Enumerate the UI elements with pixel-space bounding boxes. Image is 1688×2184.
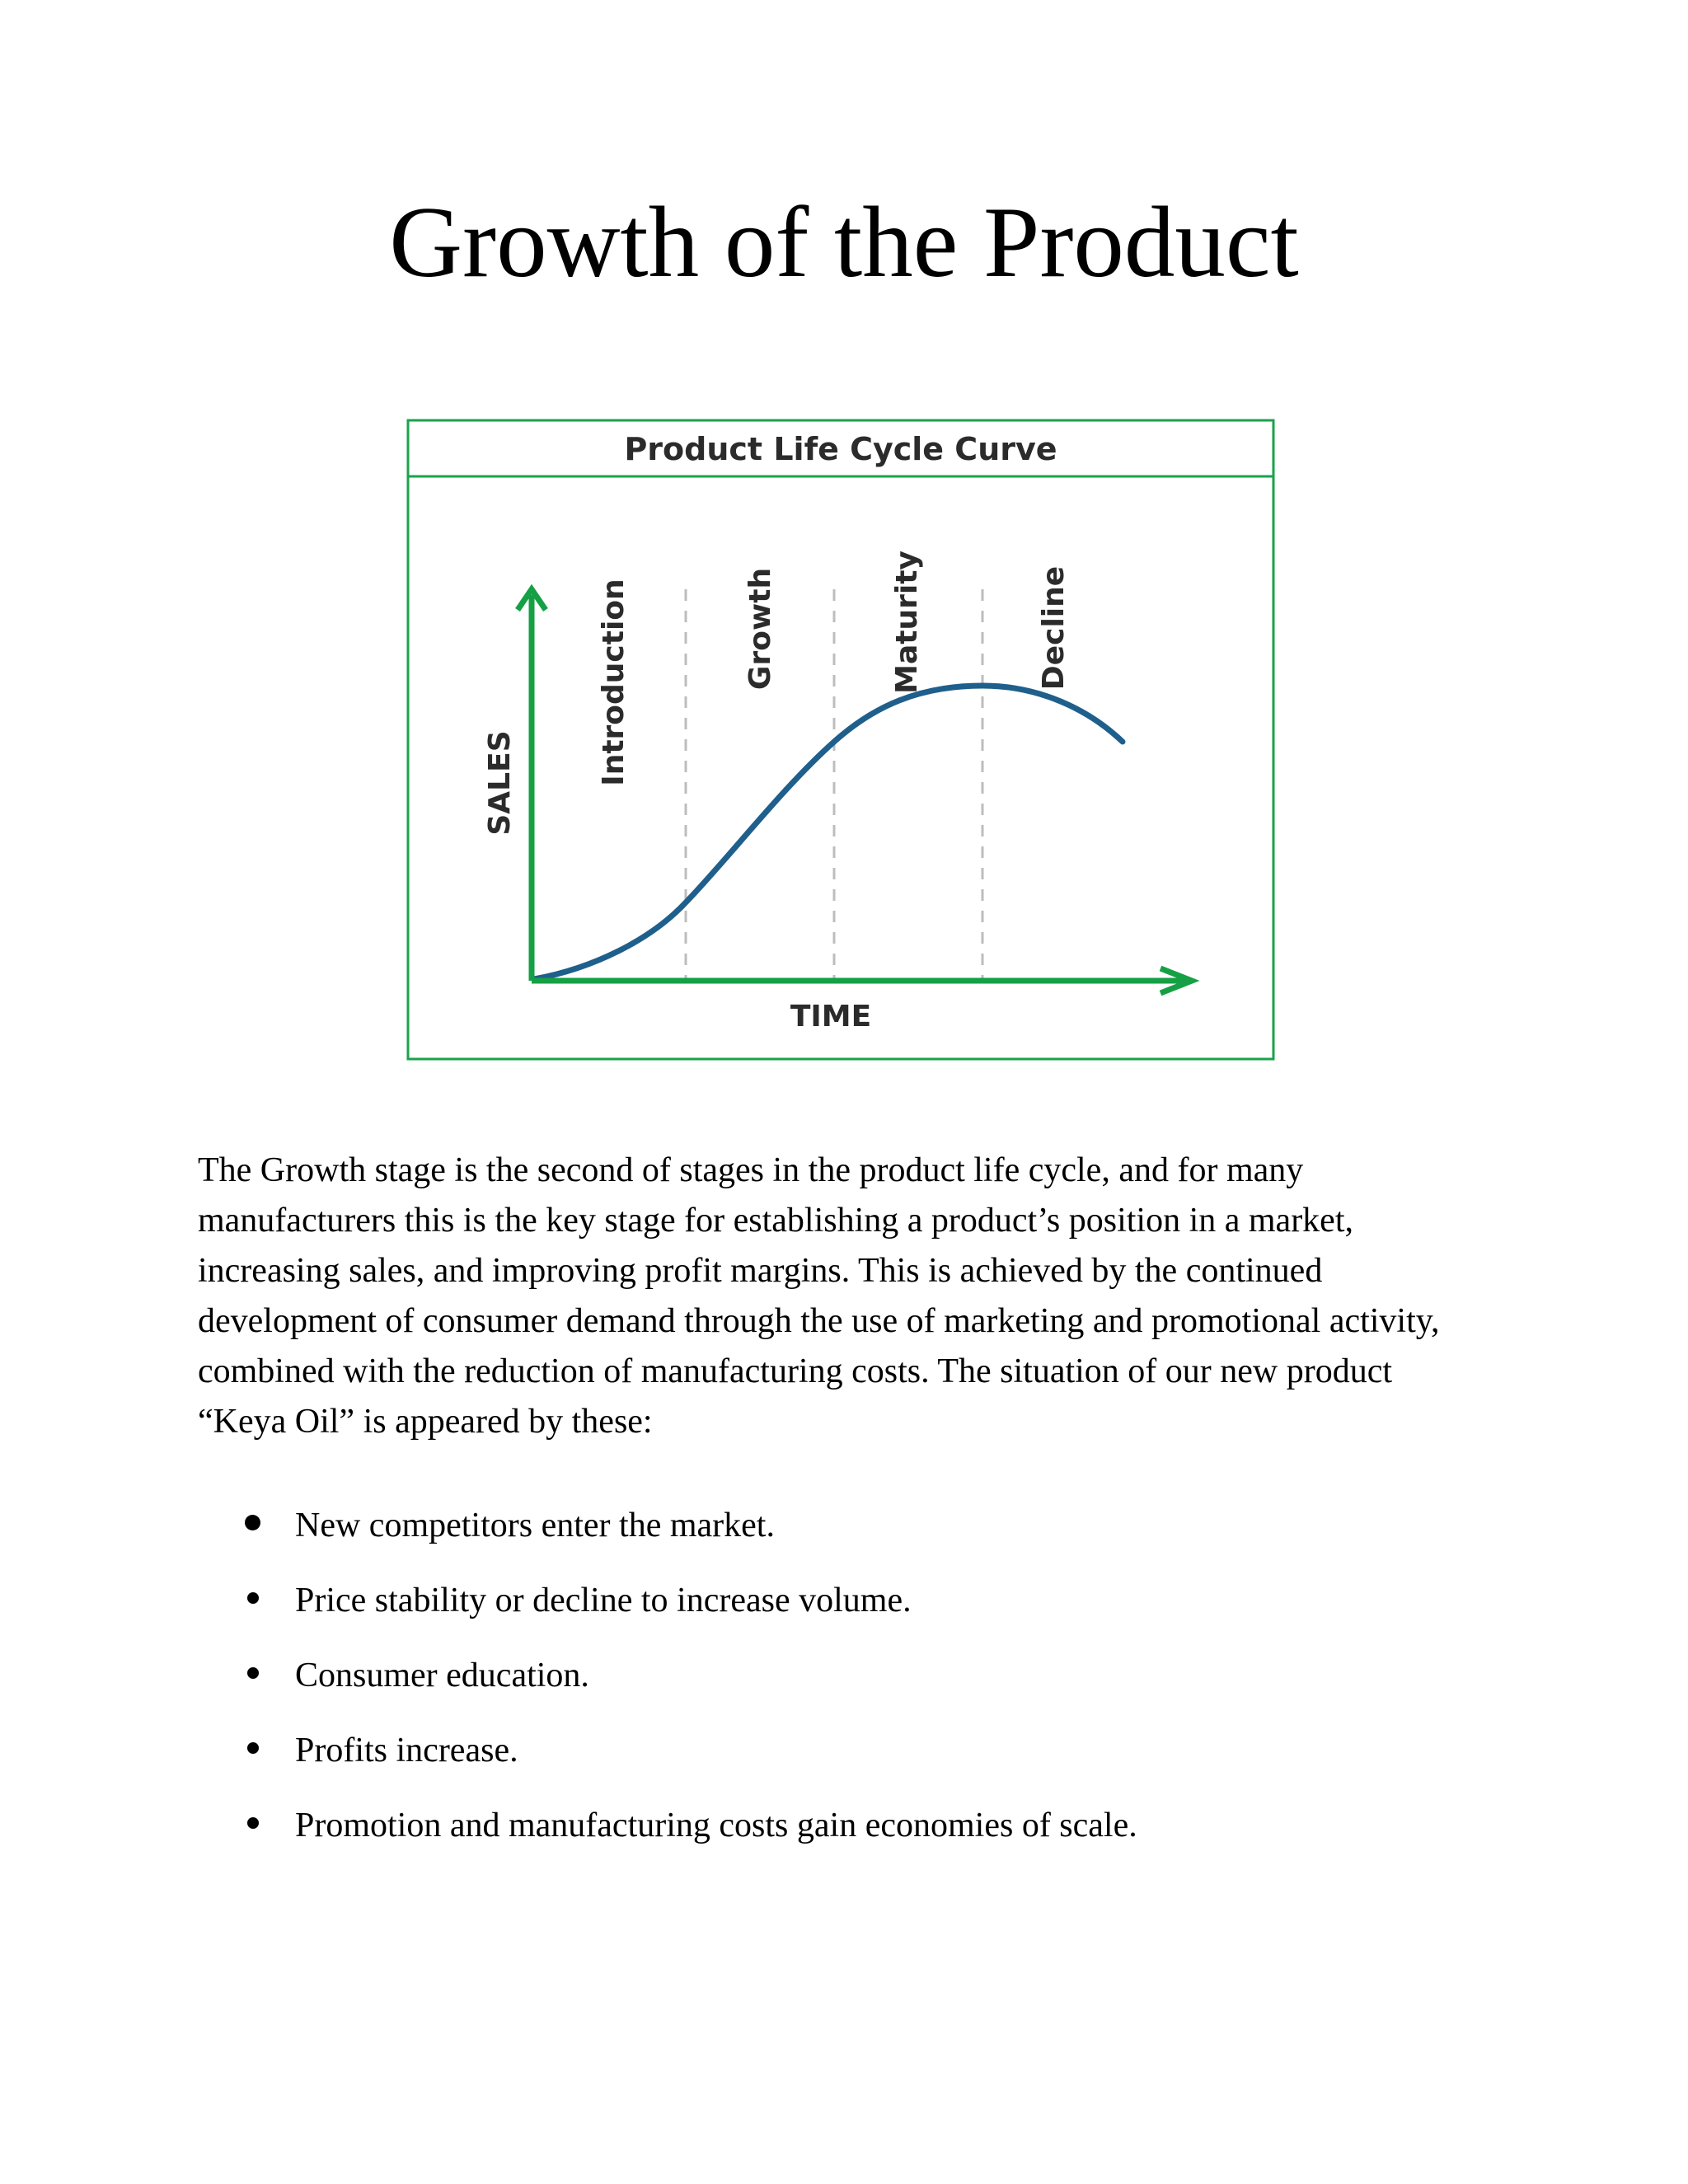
stage-label-decline: Decline bbox=[1037, 565, 1071, 691]
bullet-icon bbox=[247, 1742, 259, 1754]
stage-label-maturity: Maturity bbox=[890, 551, 924, 694]
stage-label-introduction: Introduction bbox=[597, 579, 631, 786]
bullet-icon bbox=[247, 1592, 259, 1604]
bullet-text: Profits increase. bbox=[295, 1732, 518, 1769]
bullet-list bbox=[198, 1502, 1517, 1877]
list-item bbox=[198, 1727, 1517, 1802]
list-item bbox=[198, 1577, 1517, 1652]
list-item bbox=[198, 1802, 1517, 1877]
y-axis-label: SALES bbox=[483, 730, 517, 836]
bullet-icon bbox=[245, 1515, 260, 1530]
page-title: Growth of the Product bbox=[389, 185, 1299, 298]
figure-title: Product Life Cycle Curve bbox=[624, 431, 1057, 467]
bullet-icon bbox=[247, 1817, 259, 1829]
list-item bbox=[198, 1652, 1517, 1727]
bullet-text: Consumer education. bbox=[295, 1657, 589, 1694]
bullet-text: Price stability or decline to increase volume. bbox=[295, 1582, 912, 1619]
list-item bbox=[198, 1502, 1517, 1577]
bullet-text: Promotion and manufacturing costs gain economies of scale. bbox=[295, 1807, 1137, 1844]
bullet-text: New competitors enter the market. bbox=[295, 1507, 775, 1544]
stage-label-growth: Growth bbox=[743, 567, 777, 691]
x-axis-label: TIME bbox=[790, 1000, 872, 1033]
bullet-icon bbox=[247, 1667, 259, 1679]
body-paragraph: The Growth stage is the second of stages in the product life cycle, and for many manufacturers this is the key stage for establishing a product’s position in a market, increasing sales, and improving profit margins. This is achieved by the continued development of consumer demand through the use of marketing and promotional activity, combined with the reduction of manufacturing costs. The situation of our new product “Keya Oil” is appeared by these: bbox=[198, 1151, 1440, 1441]
